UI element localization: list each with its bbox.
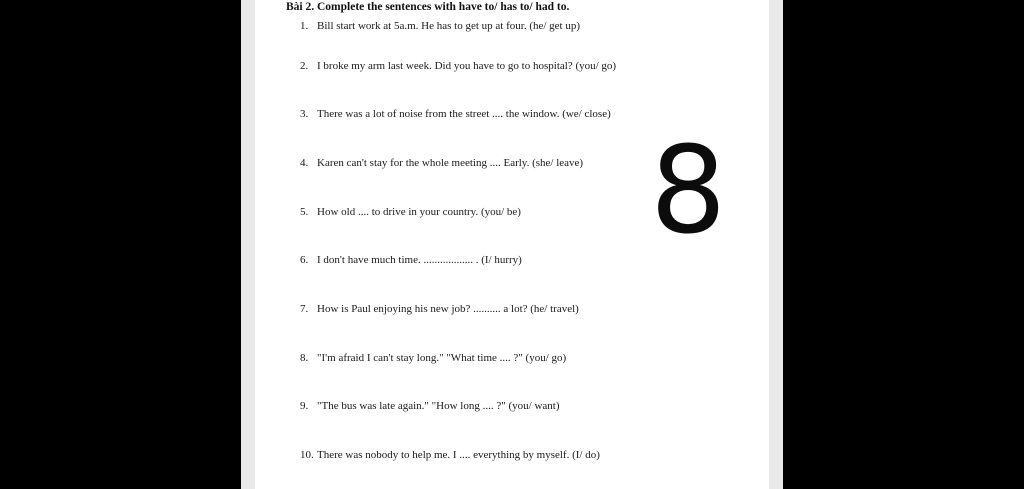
item-number: 4. bbox=[300, 157, 309, 169]
overlay-number: 8 bbox=[650, 122, 727, 261]
exercise-item bbox=[300, 303, 579, 315]
item-text: Bill start work at 5a.m. He has to get up at four. (he/ get up) bbox=[317, 20, 581, 32]
exercise-item bbox=[300, 449, 600, 461]
item-number: 1. bbox=[300, 20, 309, 32]
exercise-item bbox=[300, 157, 583, 169]
item-number: 3. bbox=[300, 108, 309, 120]
item-number: 2. bbox=[300, 60, 309, 72]
exercise-heading: Bài 2. Complete the sentences with have to/ has to/ had to. bbox=[286, 1, 570, 13]
item-number: 10. bbox=[300, 449, 314, 461]
item-text: "The bus was late again." "How long .... ?" (you/ want) bbox=[317, 400, 560, 412]
item-text: Karen can't stay for the whole meeting .... Early. (she/ leave) bbox=[317, 157, 584, 169]
exercise-item bbox=[300, 108, 611, 120]
item-text: "I'm afraid I can't stay long." "What time .... ?" (you/ go) bbox=[317, 352, 567, 364]
exercise-item bbox=[300, 206, 521, 218]
item-text: I don't have much time. .................. . (I/ hurry) bbox=[317, 254, 522, 266]
item-text: How old .... to drive in your country. (you/ be) bbox=[317, 206, 521, 218]
item-text: There was nobody to help me. I .... everything by myself. (I/ do) bbox=[317, 449, 600, 461]
exercise-item bbox=[300, 254, 522, 266]
item-number: 9. bbox=[300, 400, 309, 412]
item-number: 6. bbox=[300, 254, 309, 266]
exercise-list bbox=[300, 0, 660, 489]
exercise-item bbox=[300, 60, 616, 72]
item-text: I broke my arm last week. Did you have to go to hospital? (you/ go) bbox=[317, 60, 617, 72]
item-text: There was a lot of noise from the street .... the window. (we/ close) bbox=[317, 108, 611, 120]
exercise-item bbox=[300, 400, 560, 412]
exercise-item bbox=[300, 352, 566, 364]
item-number: 8. bbox=[300, 352, 309, 364]
item-number: 5. bbox=[300, 206, 309, 218]
item-number: 7. bbox=[300, 303, 309, 315]
item-text: How is Paul enjoying his new job? .......... a lot? (he/ travel) bbox=[317, 303, 579, 315]
exercise-item bbox=[300, 20, 580, 32]
